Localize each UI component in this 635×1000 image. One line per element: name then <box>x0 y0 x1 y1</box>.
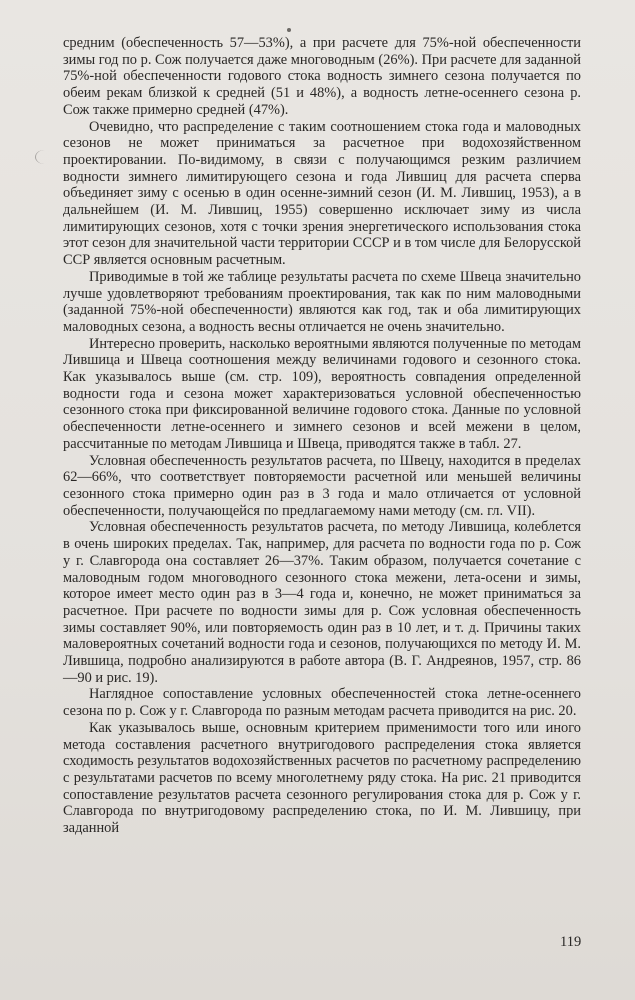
margin-pencil-mark <box>35 150 54 164</box>
page-number: 119 <box>560 934 582 950</box>
text-column <box>63 35 581 837</box>
paragraph-6: Условная обеспеченность результатов расчета, по методу Лившица, колеблется в очень широких пределах. Так, например, для расчета по водности года по р. Сож у г. Славгорода она составляет 26—37%. Таким образом, получается сочетание с маловодным годом многоводного сезонного стока межени, лета-осени и зимы, которое имеет место один раз в 3—4 года и, конечно, не может приниматься за расчетное. При расчете по водности зимы для р. Сож условная обеспеченность зимы составляет 90%, или повторяемость один раз в 10 лет, и т. д. Причины таких маловероятных сочетаний водности года и сезонов, получающихся по методу И. М. Лившица, подробно анализируются в работе автора (В. Г. Андреянов, 1957, стр. 86—90 и рис. 19). <box>63 519 581 686</box>
paragraph-3: Приводимые в той же таблице результаты расчета по схеме Швеца значительно лучше удовлетворяют требованиям проектирования, так как по ним маловодными (заданной 75%-ной обеспеченности) являются как год, так и оба лимитирующих маловодных сезона, а водность весны отличается не очень значительно. <box>63 268 581 335</box>
print-speck <box>287 28 291 32</box>
paragraph-7: Наглядное сопоставление условных обеспеченностей стока летне-осеннего сезона по р. Сож у г. Славгорода по разным методам расчета приводится на рис. 20. <box>63 686 581 720</box>
paragraph-4: Интересно проверить, насколько вероятными являются полученные по методам Лившица и Швеца соотношения между величинами годового и сезонного стока. Как указывалось выше (см. стр. 109), вероятность совпадения определенной водности года и сезона может характеризоваться условной обеспеченностью сезонного стока при фиксированной величине годового стока. Данные по условной обеспеченности летне-осеннего и зимнего сезонов и всей межени в целом, рассчитанные по методам Лившица и Швеца, приводятся также в табл. 27. <box>63 335 581 452</box>
paragraph-8: Как указывалось выше, основным критерием применимости того или иного метода составления расчетного внутригодового распределения стока является сходимость результатов водохозяйственных расчетов по расчетному распределению с результатами расчетов по всему многолетнему ряду стока. На рис. 21 приводится сопоставление результатов расчета сезонного регулирования стока для р. Сож у г. Славгорода по внутригодовому распределению стока, по И. М. Лившицу, при заданной <box>63 719 581 837</box>
paragraph-1: средним (обеспеченность 57—53%), а при расчете для 75%-ной обеспеченности зимы год по р. Сож получается даже многоводным (26%). При расчете для заданной 75%-ной обеспеченности годового стока водность зимнего сезона получается по обеим рекам близкой к средней (51 и 48%), а водность летне-осеннего сезона р. Сож также примерно средней (47%). <box>63 35 581 118</box>
paragraph-2: Очевидно, что распределение с таким соотношением стока года и маловодных сезонов не может приниматься за расчетное при водохозяйственном проектировании. По-видимому, в связи с получающимся резким различием водности зимнего лимитирующего сезона и года Лившиц для расчета сперва объединяет зиму с осенью в один осенне-зимний сезон (И. М. Лившиц, 1953), а в дальнейшем (И. М. Лившиц, 1955) совершенно исключает зиму из числа лимитирующих сезонов, хотя с точки зрения энергетического использования стока этот сезон для значительной части территории СССР и в том числе для Белорусской ССР является основным расчетным. <box>63 118 581 269</box>
paragraph-5: Условная обеспеченность результатов расчета, по Швецу, находится в пределах 62—66%, что соответствует повторяемости расчетной или меньшей величины сезонного стока примерно один раз в 3 года и мало отличается от условной обеспеченности, получающейся по предлагаемому нами методу (см. гл. VII). <box>63 452 581 519</box>
